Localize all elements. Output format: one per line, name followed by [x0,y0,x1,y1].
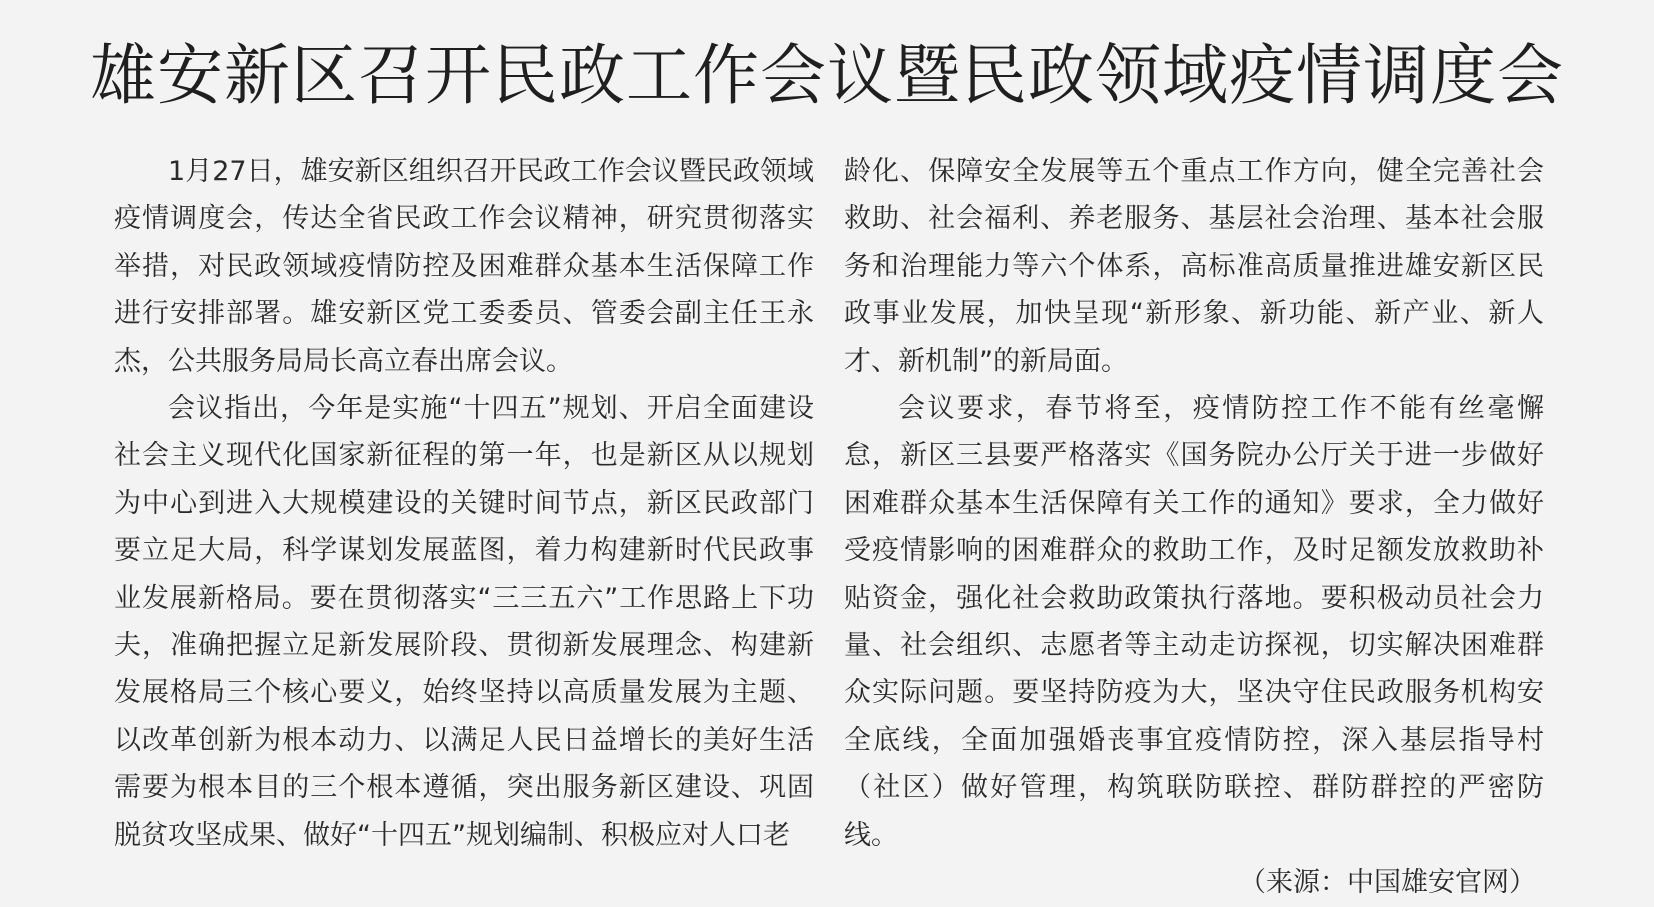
right-column [844,148,1544,907]
article-source: （来源：中国雄安官网） [1239,867,1536,899]
left-column [114,148,814,859]
paragraph-3: 会议要求，春节将至，疫情防控工作不能有丝毫懈怠，新区三县要严格落实《国务院办公厅关于进一步做好困难群众基本生活保障有关工作的通知》要求，全力做好受疫情影响的困难群众的救助工作，及时足额发放救助补贴资金，强化社会救助政策执行落地。要积极动员社会力量、社会组织、志愿者等主动走访探视，切实解决困难群众实际问题。要坚持防疫为大，坚决守住民政服务机构安全底线，全面加强婚丧事宜疫情防控，深入基层指导村（社区）做好管理，构筑联防联控、群防群控的严密防线。 [844,393,1544,851]
article-title: 雄安新区召开民政工作会议暨民政领域疫情调度会 [90,37,1564,114]
paragraph-1: 1月27日，雄安新区组织召开民政工作会议暨民政领域疫情调度会，传达全省民政工作会议精神，研究贯彻落实举措，对民政领域疫情防控及困难群众基本生活保障工作进行安排部署。雄安新区党工委委员、管委会副主任王永杰，公共服务局局长高立春出席会议。 [114,156,814,377]
paragraph-2-continued: 龄化、保障安全发展等五个重点工作方向，健全完善社会救助、社会福利、养老服务、基层社会治理、基本社会服务和治理能力等六个体系，高标准高质量推进雄安新区民政事业发展，加快呈现“新形象、新功能、新产业、新人才、新机制”的新局面。 [844,156,1544,377]
paragraph-2: 会议指出，今年是实施“十四五”规划、开启全面建设社会主义现代化国家新征程的第一年，也是新区从以规划为中心到进入大规模建设的关键时间节点，新区民政部门要立足大局，科学谋划发展蓝图，着力构建新时代民政事业发展新格局。要在贯彻落实“三三五六”工作思路上下功夫，准确把握立足新发展阶段、贯彻新发展理念、构建新发展格局三个核心要义，始终坚持以高质量发展为主题、以改革创新为根本动力、以满足人民日益增长的美好生活需要为根本目的三个根本遵循，突出服务新区建设、巩固脱贫攻坚成果、做好“十四五”规划编制、积极应对人口老 [114,393,814,851]
